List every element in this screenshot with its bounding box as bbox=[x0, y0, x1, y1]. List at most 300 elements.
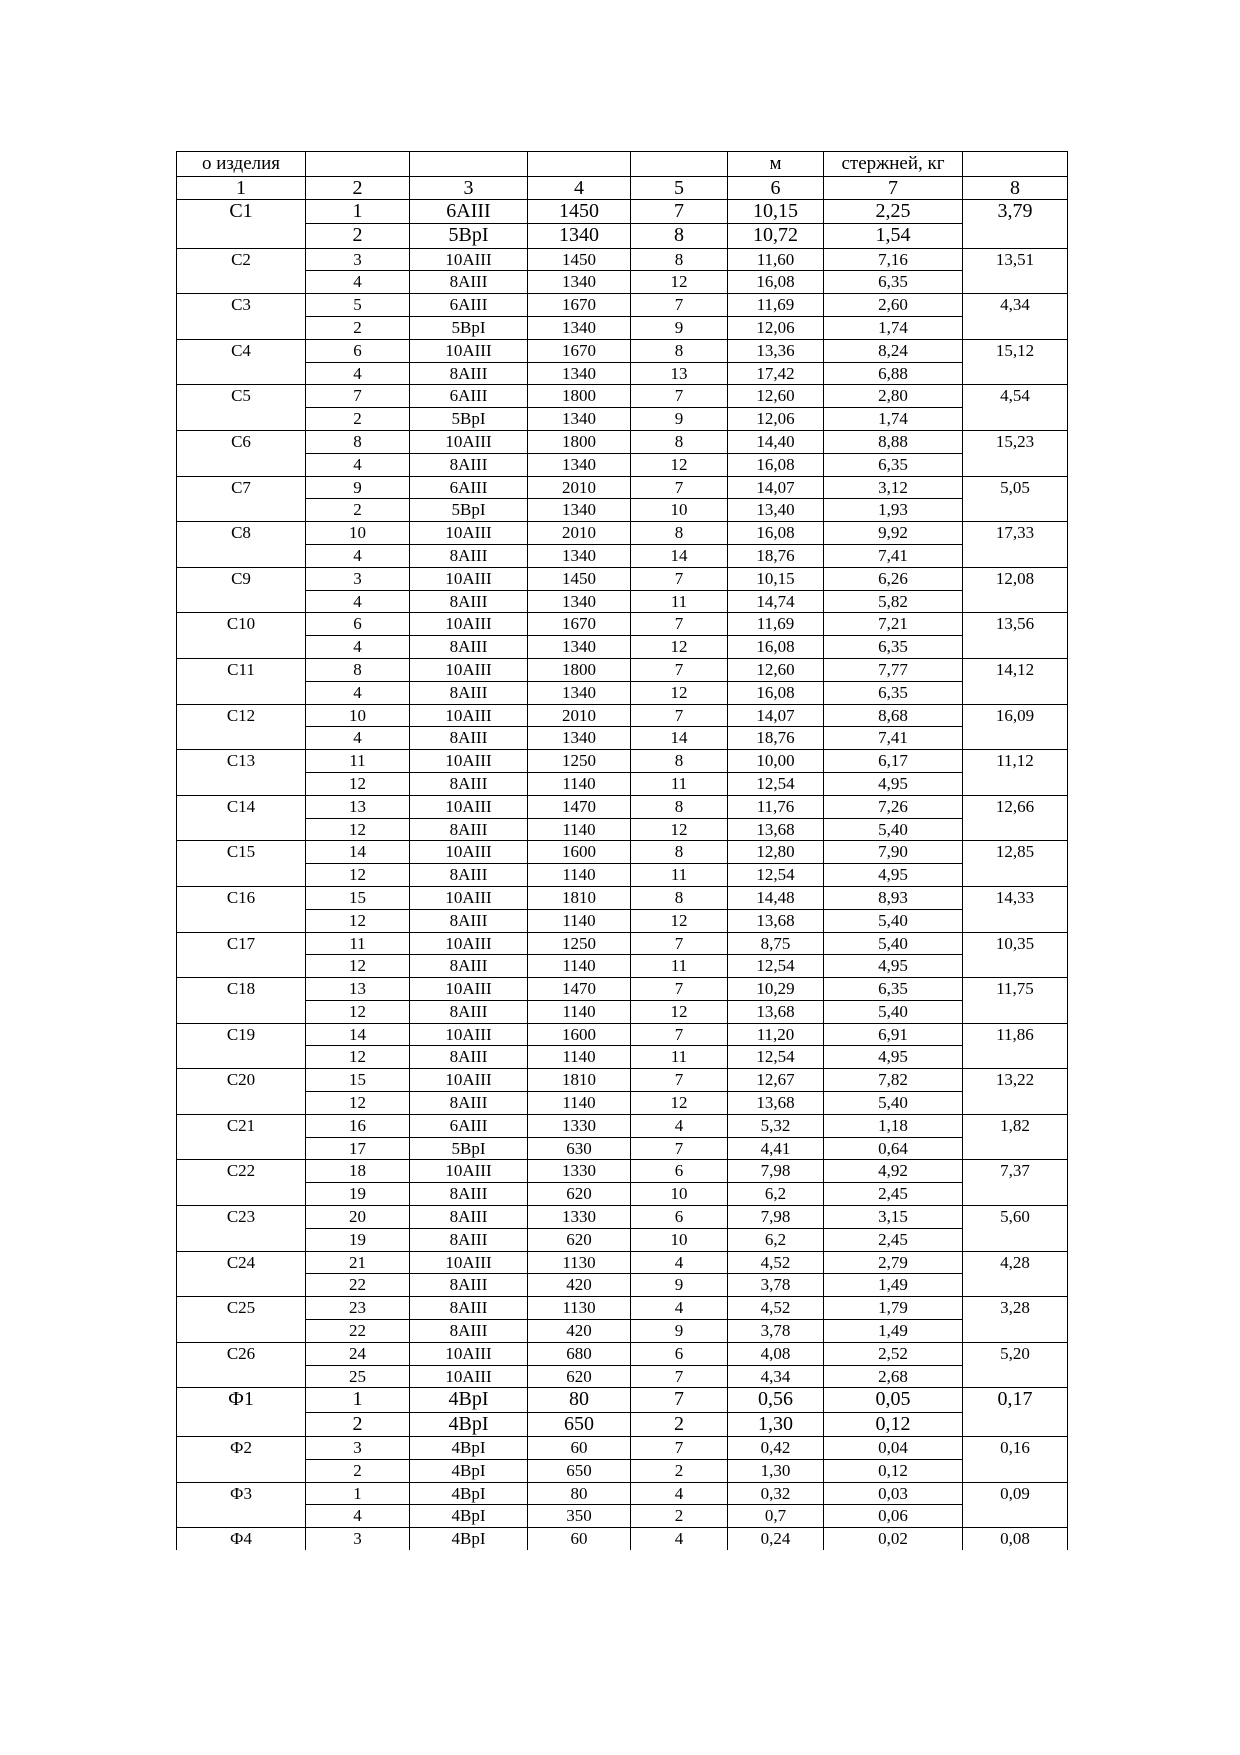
table-cell: 7 bbox=[631, 1388, 728, 1412]
table-cell: 0,12 bbox=[824, 1459, 963, 1482]
table-cell: 1140 bbox=[528, 864, 631, 887]
product-total-mass: 14,12 bbox=[963, 658, 1068, 704]
table-cell: 12,54 bbox=[728, 864, 824, 887]
product-mark: С12 bbox=[177, 704, 306, 750]
table-cell: 4ВрI bbox=[410, 1528, 528, 1550]
column-number: 3 bbox=[410, 176, 528, 200]
table-cell: 16,08 bbox=[728, 522, 824, 545]
table-cell: 9 bbox=[631, 1274, 728, 1297]
table-cell: 3 bbox=[306, 567, 410, 590]
product-total-mass: 15,12 bbox=[963, 339, 1068, 385]
table-cell: 5ВрI bbox=[410, 499, 528, 522]
table-cell: 0,05 bbox=[824, 1388, 963, 1412]
table-cell: 1130 bbox=[528, 1297, 631, 1320]
table-cell: 1140 bbox=[528, 818, 631, 841]
table-row bbox=[177, 772, 1068, 795]
table-cell: 4 bbox=[631, 1251, 728, 1274]
table-cell: 7 bbox=[631, 1137, 728, 1160]
table-cell: 4ВрI bbox=[410, 1412, 528, 1436]
table-cell: 10АIII bbox=[410, 430, 528, 453]
table-cell: 8АIII bbox=[410, 1206, 528, 1229]
table-cell: 8,75 bbox=[728, 932, 824, 955]
table-cell: 11 bbox=[631, 864, 728, 887]
table-cell: 4ВрI bbox=[410, 1459, 528, 1482]
product-total-mass: 16,09 bbox=[963, 704, 1068, 750]
table-cell: 12 bbox=[631, 636, 728, 659]
column-number: 6 bbox=[728, 176, 824, 200]
table-cell: 19 bbox=[306, 1228, 410, 1251]
table-cell: 10,15 bbox=[728, 200, 824, 224]
table-cell: 4ВрI bbox=[410, 1388, 528, 1412]
table-cell: 2 bbox=[631, 1412, 728, 1436]
table-cell: 1670 bbox=[528, 339, 631, 362]
table-row bbox=[177, 339, 1068, 362]
table-cell: 24 bbox=[306, 1342, 410, 1365]
table-cell: 10АIII bbox=[410, 613, 528, 636]
table-cell: 13,68 bbox=[728, 1000, 824, 1023]
header-cell bbox=[631, 152, 728, 177]
table-cell: 0,42 bbox=[728, 1437, 824, 1460]
table-cell: 7 bbox=[306, 385, 410, 408]
table-row bbox=[177, 544, 1068, 567]
table-cell: 3,78 bbox=[728, 1320, 824, 1343]
table-cell: 12 bbox=[306, 864, 410, 887]
table-cell: 10АIII bbox=[410, 1251, 528, 1274]
table-cell: 7,26 bbox=[824, 795, 963, 818]
table-cell: 12 bbox=[631, 453, 728, 476]
table-cell: 60 bbox=[528, 1437, 631, 1460]
table-cell: 1,54 bbox=[824, 224, 963, 248]
table-row bbox=[177, 567, 1068, 590]
product-mark: С7 bbox=[177, 476, 306, 522]
table-cell: 1250 bbox=[528, 750, 631, 773]
table-cell: 4 bbox=[306, 453, 410, 476]
table-cell: 8 bbox=[631, 248, 728, 271]
table-cell: 8АIII bbox=[410, 909, 528, 932]
table-cell: 8АIII bbox=[410, 636, 528, 659]
column-number: 7 bbox=[824, 176, 963, 200]
table-cell: 8АIII bbox=[410, 818, 528, 841]
table-cell: 7,90 bbox=[824, 841, 963, 864]
product-total-mass: 4,34 bbox=[963, 294, 1068, 340]
table-cell: 2,45 bbox=[824, 1183, 963, 1206]
table-cell: 1,49 bbox=[824, 1320, 963, 1343]
table-cell: 10 bbox=[631, 499, 728, 522]
product-mark: С20 bbox=[177, 1069, 306, 1115]
table-cell: 1340 bbox=[528, 590, 631, 613]
table-row bbox=[177, 453, 1068, 476]
header-cell bbox=[306, 152, 410, 177]
product-total-mass: 3,28 bbox=[963, 1297, 1068, 1343]
table-cell: 2 bbox=[631, 1459, 728, 1482]
table-cell: 10,72 bbox=[728, 224, 824, 248]
table-cell: 6,88 bbox=[824, 362, 963, 385]
table-cell: 7,82 bbox=[824, 1069, 963, 1092]
table-cell: 10АIII bbox=[410, 1342, 528, 1365]
table-cell: 10АIII bbox=[410, 886, 528, 909]
table-cell: 1340 bbox=[528, 453, 631, 476]
product-mark: С9 bbox=[177, 567, 306, 613]
product-total-mass: 0,17 bbox=[963, 1388, 1068, 1437]
table-cell: 8АIII bbox=[410, 681, 528, 704]
table-cell: 13,68 bbox=[728, 909, 824, 932]
table-row bbox=[177, 1160, 1068, 1183]
table-cell: 8 bbox=[631, 750, 728, 773]
table-cell: 4,08 bbox=[728, 1342, 824, 1365]
table-cell: 4 bbox=[306, 544, 410, 567]
table-cell: 12,54 bbox=[728, 955, 824, 978]
table-cell: 1450 bbox=[528, 200, 631, 224]
table-cell: 12,06 bbox=[728, 408, 824, 431]
table-cell: 1340 bbox=[528, 271, 631, 294]
table-cell: 7 bbox=[631, 613, 728, 636]
table-row bbox=[177, 476, 1068, 499]
table-cell: 0,7 bbox=[728, 1505, 824, 1528]
table-row bbox=[177, 932, 1068, 955]
table-cell: 8,88 bbox=[824, 430, 963, 453]
table-cell: 10 bbox=[306, 704, 410, 727]
table-cell: 14,07 bbox=[728, 704, 824, 727]
table-cell: 2,80 bbox=[824, 385, 963, 408]
table-cell: 1600 bbox=[528, 841, 631, 864]
table-cell: 1,30 bbox=[728, 1412, 824, 1436]
table-cell: 10,00 bbox=[728, 750, 824, 773]
table-cell: 9 bbox=[631, 408, 728, 431]
table-cell: 680 bbox=[528, 1342, 631, 1365]
table-cell: 1140 bbox=[528, 955, 631, 978]
table-cell: 8АIII bbox=[410, 590, 528, 613]
product-total-mass: 13,56 bbox=[963, 613, 1068, 659]
table-cell: 11,76 bbox=[728, 795, 824, 818]
table-cell: 14,74 bbox=[728, 590, 824, 613]
table-row bbox=[177, 750, 1068, 773]
table-cell: 4 bbox=[306, 271, 410, 294]
table-cell: 5 bbox=[306, 294, 410, 317]
table-cell: 16 bbox=[306, 1114, 410, 1137]
product-mark: С4 bbox=[177, 339, 306, 385]
table-cell: 1340 bbox=[528, 316, 631, 339]
product-mark: С17 bbox=[177, 932, 306, 978]
table-row bbox=[177, 636, 1068, 659]
table-cell: 4 bbox=[306, 727, 410, 750]
table-cell: 80 bbox=[528, 1482, 631, 1505]
table-cell: 0,04 bbox=[824, 1437, 963, 1460]
table-row bbox=[177, 1000, 1068, 1023]
table-cell: 6,2 bbox=[728, 1183, 824, 1206]
table-cell: 11 bbox=[631, 1046, 728, 1069]
table-cell: 2 bbox=[306, 499, 410, 522]
table-row bbox=[177, 1069, 1068, 1092]
table-cell: 6,35 bbox=[824, 636, 963, 659]
product-total-mass: 7,37 bbox=[963, 1160, 1068, 1206]
table-cell: 12,60 bbox=[728, 658, 824, 681]
table-cell: 13 bbox=[306, 795, 410, 818]
table-cell: 7,21 bbox=[824, 613, 963, 636]
table-cell: 6,26 bbox=[824, 567, 963, 590]
table-cell: 7,41 bbox=[824, 544, 963, 567]
table-row bbox=[177, 795, 1068, 818]
product-total-mass: 12,66 bbox=[963, 795, 1068, 841]
table-cell: 6 bbox=[631, 1160, 728, 1183]
table-cell: 0,64 bbox=[824, 1137, 963, 1160]
table-cell: 7 bbox=[631, 978, 728, 1001]
header-cell bbox=[963, 152, 1068, 177]
table-cell: 1130 bbox=[528, 1251, 631, 1274]
table-row bbox=[177, 613, 1068, 636]
product-mark: С13 bbox=[177, 750, 306, 796]
table-cell: 25 bbox=[306, 1365, 410, 1388]
table-cell: 1330 bbox=[528, 1206, 631, 1229]
table-cell: 1340 bbox=[528, 636, 631, 659]
table-cell: 1,79 bbox=[824, 1297, 963, 1320]
table-cell: 18,76 bbox=[728, 727, 824, 750]
table-cell: 2,68 bbox=[824, 1365, 963, 1388]
table-row bbox=[177, 1092, 1068, 1115]
table-cell: 3,15 bbox=[824, 1206, 963, 1229]
table-cell: 5,40 bbox=[824, 932, 963, 955]
table-cell: 7 bbox=[631, 704, 728, 727]
table-row bbox=[177, 681, 1068, 704]
table-cell: 1670 bbox=[528, 613, 631, 636]
product-total-mass: 3,79 bbox=[963, 200, 1068, 249]
table-cell: 6АIII bbox=[410, 294, 528, 317]
table-row bbox=[177, 1114, 1068, 1137]
table-cell: 8 bbox=[306, 658, 410, 681]
table-cell: 1330 bbox=[528, 1114, 631, 1137]
table-cell: 12,54 bbox=[728, 772, 824, 795]
table-cell: 6АIII bbox=[410, 476, 528, 499]
header-cell bbox=[528, 152, 631, 177]
table-cell: 10АIII bbox=[410, 658, 528, 681]
product-mark: С24 bbox=[177, 1251, 306, 1297]
table-row bbox=[177, 590, 1068, 613]
table-cell: 5,82 bbox=[824, 590, 963, 613]
table-cell: 6,17 bbox=[824, 750, 963, 773]
table-cell: 2 bbox=[306, 316, 410, 339]
table-cell: 4ВрI bbox=[410, 1482, 528, 1505]
table-cell: 15 bbox=[306, 1069, 410, 1092]
table-cell: 8АIII bbox=[410, 955, 528, 978]
table-cell: 620 bbox=[528, 1183, 631, 1206]
table-cell: 12 bbox=[306, 772, 410, 795]
table-cell: 8АIII bbox=[410, 1092, 528, 1115]
table-cell: 10АIII bbox=[410, 567, 528, 590]
table-cell: 4,95 bbox=[824, 864, 963, 887]
table-cell: 4,52 bbox=[728, 1251, 824, 1274]
table-cell: 10,29 bbox=[728, 978, 824, 1001]
table-cell: 12 bbox=[631, 1092, 728, 1115]
table-cell: 1340 bbox=[528, 224, 631, 248]
table-row bbox=[177, 864, 1068, 887]
table-cell: 6,35 bbox=[824, 978, 963, 1001]
table-cell: 11,69 bbox=[728, 613, 824, 636]
table-cell: 5ВрI bbox=[410, 224, 528, 248]
product-total-mass: 5,60 bbox=[963, 1206, 1068, 1252]
table-cell: 12 bbox=[306, 1092, 410, 1115]
product-mark: С19 bbox=[177, 1023, 306, 1069]
product-total-mass: 15,23 bbox=[963, 430, 1068, 476]
table-row bbox=[177, 1388, 1068, 1412]
column-number-row bbox=[177, 176, 1068, 200]
table-cell: 2 bbox=[306, 1459, 410, 1482]
table-cell: 10АIII bbox=[410, 841, 528, 864]
table-cell: 10АIII bbox=[410, 522, 528, 545]
product-total-mass: 4,54 bbox=[963, 385, 1068, 431]
table-cell: 10АIII bbox=[410, 1023, 528, 1046]
table-cell: 6 bbox=[306, 613, 410, 636]
table-cell: 4,95 bbox=[824, 772, 963, 795]
table-cell: 14 bbox=[306, 841, 410, 864]
table-cell: 22 bbox=[306, 1320, 410, 1343]
table-cell: 3 bbox=[306, 1437, 410, 1460]
table-cell: 12,80 bbox=[728, 841, 824, 864]
table-cell: 9 bbox=[306, 476, 410, 499]
table-cell: 5ВрI bbox=[410, 316, 528, 339]
column-number: 2 bbox=[306, 176, 410, 200]
table-cell: 4,52 bbox=[728, 1297, 824, 1320]
table-cell: 12 bbox=[631, 1000, 728, 1023]
table-cell: 10АIII bbox=[410, 248, 528, 271]
table-cell: 0,56 bbox=[728, 1388, 824, 1412]
table-cell: 8,93 bbox=[824, 886, 963, 909]
header-cell: стержней, кг bbox=[824, 152, 963, 177]
table-row bbox=[177, 1365, 1068, 1388]
table-cell: 11 bbox=[631, 772, 728, 795]
product-total-mass: 5,05 bbox=[963, 476, 1068, 522]
table-cell: 7 bbox=[631, 932, 728, 955]
table-cell: 2,79 bbox=[824, 1251, 963, 1274]
table-cell: 8АIII bbox=[410, 1000, 528, 1023]
table-row bbox=[177, 522, 1068, 545]
table-cell: 7 bbox=[631, 476, 728, 499]
table-cell: 4 bbox=[631, 1482, 728, 1505]
product-mark: С23 bbox=[177, 1206, 306, 1252]
table-row bbox=[177, 408, 1068, 431]
table-cell: 2,60 bbox=[824, 294, 963, 317]
table-cell: 16,08 bbox=[728, 636, 824, 659]
product-mark: С3 bbox=[177, 294, 306, 340]
table-cell: 7,41 bbox=[824, 727, 963, 750]
product-mark: С5 bbox=[177, 385, 306, 431]
table-cell: 8,68 bbox=[824, 704, 963, 727]
table-row bbox=[177, 1183, 1068, 1206]
table-cell: 1140 bbox=[528, 1092, 631, 1115]
table-row bbox=[177, 1228, 1068, 1251]
table-row bbox=[177, 200, 1068, 224]
header-cell bbox=[410, 152, 528, 177]
table-row bbox=[177, 1459, 1068, 1482]
table-cell: 6АIII bbox=[410, 1114, 528, 1137]
table-cell: 20 bbox=[306, 1206, 410, 1229]
table-cell: 14,07 bbox=[728, 476, 824, 499]
table-cell: 4,41 bbox=[728, 1137, 824, 1160]
product-total-mass: 0,08 bbox=[963, 1528, 1068, 1550]
table-cell: 10 bbox=[306, 522, 410, 545]
table-cell: 8 bbox=[631, 522, 728, 545]
table-cell: 1470 bbox=[528, 795, 631, 818]
product-mark: С18 bbox=[177, 978, 306, 1024]
table-row bbox=[177, 704, 1068, 727]
table-cell: 6,91 bbox=[824, 1023, 963, 1046]
table-cell: 8АIII bbox=[410, 453, 528, 476]
table-row bbox=[177, 1320, 1068, 1343]
table-cell: 1340 bbox=[528, 681, 631, 704]
product-total-mass: 11,86 bbox=[963, 1023, 1068, 1069]
table-cell: 6,35 bbox=[824, 681, 963, 704]
product-mark: С26 bbox=[177, 1342, 306, 1388]
table-cell: 6,2 bbox=[728, 1228, 824, 1251]
table-cell: 1,74 bbox=[824, 408, 963, 431]
table-cell: 10АIII bbox=[410, 1069, 528, 1092]
table-cell: 350 bbox=[528, 1505, 631, 1528]
table-cell: 420 bbox=[528, 1274, 631, 1297]
table-cell: 0,12 bbox=[824, 1412, 963, 1436]
table-cell: 4 bbox=[631, 1114, 728, 1137]
table-cell: 1800 bbox=[528, 430, 631, 453]
table-cell: 15 bbox=[306, 886, 410, 909]
table-row bbox=[177, 1412, 1068, 1436]
table-cell: 80 bbox=[528, 1388, 631, 1412]
table-cell: 5ВрI bbox=[410, 1137, 528, 1160]
table-cell: 1140 bbox=[528, 1000, 631, 1023]
table-cell: 6АIII bbox=[410, 200, 528, 224]
table-cell: 4,34 bbox=[728, 1365, 824, 1388]
table-row bbox=[177, 499, 1068, 522]
table-cell: 1 bbox=[306, 200, 410, 224]
table-cell: 620 bbox=[528, 1228, 631, 1251]
table-cell: 1250 bbox=[528, 932, 631, 955]
table-cell: 650 bbox=[528, 1412, 631, 1436]
table-cell: 12,54 bbox=[728, 1046, 824, 1069]
table-cell: 19 bbox=[306, 1183, 410, 1206]
table-cell: 4 bbox=[631, 1297, 728, 1320]
product-mark: Ф3 bbox=[177, 1482, 306, 1528]
table-cell: 4ВрI bbox=[410, 1505, 528, 1528]
table-cell: 4,95 bbox=[824, 955, 963, 978]
table-cell: 8 bbox=[631, 795, 728, 818]
table-cell: 13 bbox=[631, 362, 728, 385]
table-cell: 8 bbox=[631, 430, 728, 453]
table-cell: 8 bbox=[631, 841, 728, 864]
table-cell: 13,40 bbox=[728, 499, 824, 522]
table-cell: 8АIII bbox=[410, 1046, 528, 1069]
table-cell: 650 bbox=[528, 1459, 631, 1482]
table-cell: 8АIII bbox=[410, 1228, 528, 1251]
product-total-mass: 4,28 bbox=[963, 1251, 1068, 1297]
table-cell: 8,24 bbox=[824, 339, 963, 362]
table-cell: 4 bbox=[631, 1528, 728, 1550]
product-total-mass: 13,51 bbox=[963, 248, 1068, 294]
product-mark: С25 bbox=[177, 1297, 306, 1343]
table-cell: 10 bbox=[631, 1183, 728, 1206]
table-cell: 4 bbox=[306, 590, 410, 613]
table-cell: 5,40 bbox=[824, 818, 963, 841]
table-cell: 14 bbox=[306, 1023, 410, 1046]
table-cell: 6 bbox=[631, 1342, 728, 1365]
table-cell: 10,15 bbox=[728, 567, 824, 590]
table-cell: 16,08 bbox=[728, 453, 824, 476]
table-cell: 1340 bbox=[528, 362, 631, 385]
table-cell: 7 bbox=[631, 1069, 728, 1092]
column-number: 4 bbox=[528, 176, 631, 200]
table-cell: 12 bbox=[306, 1046, 410, 1069]
table-row bbox=[177, 955, 1068, 978]
table-cell: 10АIII bbox=[410, 978, 528, 1001]
product-mark: Ф2 bbox=[177, 1437, 306, 1483]
table-cell: 9,92 bbox=[824, 522, 963, 545]
table-cell: 4,92 bbox=[824, 1160, 963, 1183]
table-cell: 5,40 bbox=[824, 1092, 963, 1115]
